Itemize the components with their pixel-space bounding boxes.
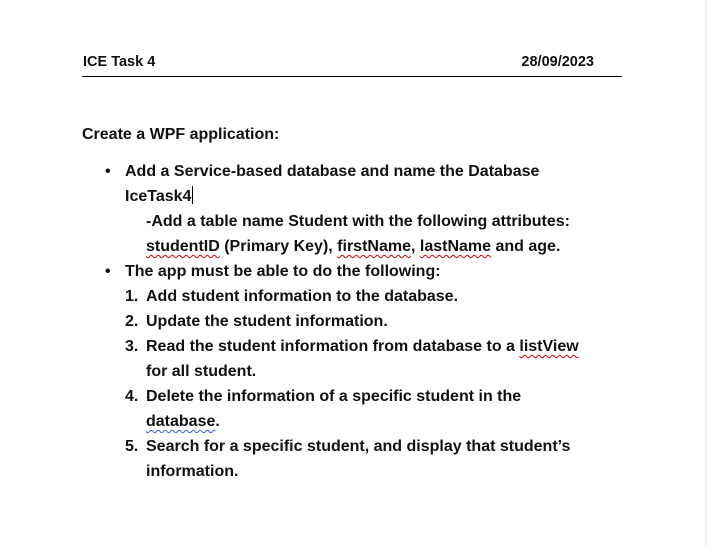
- attribute-text: ,: [410, 238, 420, 255]
- intro-line: Create a WPF application:: [82, 126, 280, 143]
- numbered-item: [82, 434, 622, 484]
- sub-instruction-line: -Add a table name Student with the following attributes:: [146, 213, 570, 230]
- database-name: IceTask4: [125, 188, 192, 205]
- document-body[interactable]: [82, 122, 622, 484]
- bullet-text-line: The app must be able to do the following:: [125, 263, 441, 280]
- item-text: Update the student information.: [146, 313, 388, 330]
- header-date: 28/09/2023: [521, 54, 594, 70]
- bullet-item-requirements: [82, 259, 622, 284]
- item-text: [146, 409, 622, 434]
- header-divider: [82, 76, 622, 77]
- item-number: 4.: [125, 388, 139, 405]
- bullet-item-database: [82, 159, 622, 209]
- spellcheck-word: lastName: [419, 238, 492, 255]
- item-number: 3.: [125, 338, 139, 355]
- item-text: for all student.: [146, 363, 257, 380]
- item-text: Delete the information of a specific student in the: [146, 388, 522, 405]
- sub-instruction-attributes: [146, 234, 622, 259]
- bullet-icon: •: [105, 163, 111, 180]
- numbered-item: [82, 384, 622, 434]
- bullet-text-line: [125, 184, 622, 209]
- spellcheck-word: studentID: [146, 238, 220, 255]
- spellcheck-word: listView: [519, 338, 579, 355]
- header-title: ICE Task 4: [83, 54, 156, 70]
- spellcheck-word: firstName: [337, 238, 411, 255]
- item-number: 1.: [125, 288, 139, 305]
- bullet-icon: •: [105, 263, 111, 280]
- attribute-text: and age.: [491, 238, 561, 255]
- grammar-check-word: database: [146, 413, 216, 430]
- page-header: [82, 54, 622, 76]
- attribute-text: (Primary Key),: [219, 238, 338, 255]
- item-number: 2.: [125, 313, 139, 330]
- numbered-item: [82, 284, 622, 309]
- bullet-text-line: Add a Service-based database and name the Database: [125, 163, 540, 180]
- item-text: [146, 334, 622, 359]
- numbered-item: [82, 334, 622, 384]
- item-text: Search for a specific student, and display that student’s: [146, 438, 571, 455]
- numbered-item: [82, 309, 622, 334]
- text-cursor: [192, 186, 193, 204]
- item-text-part: Read the student information from database to a: [146, 338, 520, 355]
- item-text: Add student information to the database.: [146, 288, 459, 305]
- item-number: 5.: [125, 438, 139, 455]
- item-text-part: .: [215, 413, 220, 430]
- item-text: information.: [146, 463, 239, 480]
- sub-instruction: [82, 209, 622, 259]
